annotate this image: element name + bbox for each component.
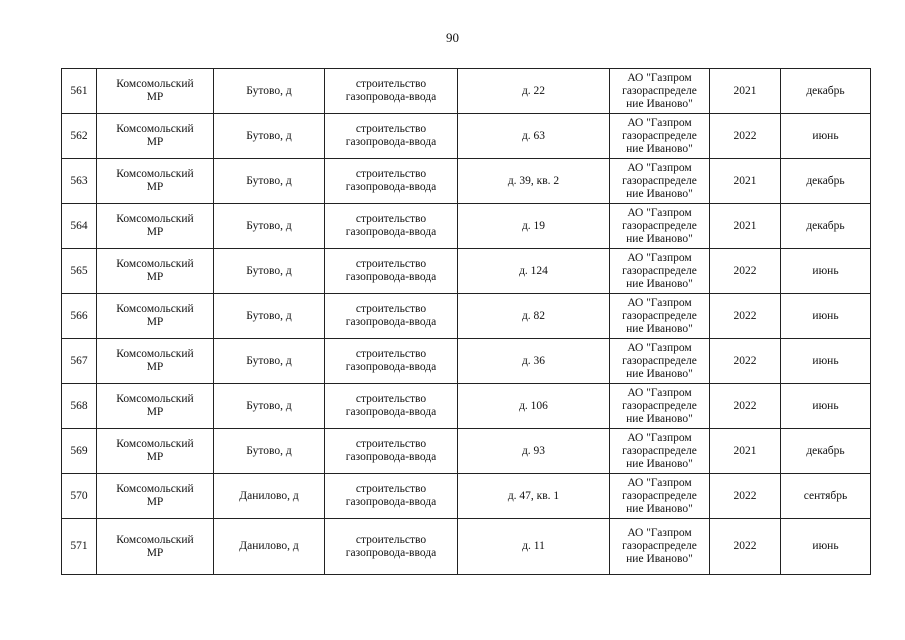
year-cell: 2021 (710, 429, 781, 474)
work-type-cell: строительство газопровода-ввода (325, 204, 458, 249)
address-cell: д. 124 (458, 249, 610, 294)
address-cell: д. 19 (458, 204, 610, 249)
row-number: 563 (62, 159, 97, 204)
table-row (62, 204, 871, 249)
table-row (62, 339, 871, 384)
month-cell: июнь (781, 294, 871, 339)
year-cell: 2021 (710, 204, 781, 249)
row-number: 567 (62, 339, 97, 384)
year-cell: 2021 (710, 69, 781, 114)
year-cell: 2022 (710, 384, 781, 429)
address-cell: д. 22 (458, 69, 610, 114)
table-row (62, 249, 871, 294)
locality-cell: Данилово, д (214, 474, 325, 519)
row-number: 564 (62, 204, 97, 249)
address-cell: д. 36 (458, 339, 610, 384)
month-cell: декабрь (781, 159, 871, 204)
month-cell: декабрь (781, 69, 871, 114)
work-type-cell: строительство газопровода-ввода (325, 429, 458, 474)
year-cell: 2021 (710, 159, 781, 204)
address-cell: д. 82 (458, 294, 610, 339)
supplier-cell: АО "Газпром газораспределе ние Иваново" (610, 69, 710, 114)
district-cell: Комсомольский МР (97, 159, 214, 204)
month-cell: декабрь (781, 429, 871, 474)
locality-cell: Данилово, д (214, 519, 325, 575)
month-cell: июнь (781, 114, 871, 159)
work-type-cell: строительство газопровода-ввода (325, 294, 458, 339)
supplier-cell: АО "Газпром газораспределе ние Иваново" (610, 519, 710, 575)
table-row (62, 159, 871, 204)
supplier-cell: АО "Газпром газораспределе ние Иваново" (610, 384, 710, 429)
locality-cell: Бутово, д (214, 159, 325, 204)
supplier-cell: АО "Газпром газораспределе ние Иваново" (610, 249, 710, 294)
month-cell: июнь (781, 249, 871, 294)
table-row (62, 114, 871, 159)
district-cell: Комсомольский МР (97, 114, 214, 159)
district-cell: Комсомольский МР (97, 429, 214, 474)
supplier-cell: АО "Газпром газораспределе ние Иваново" (610, 474, 710, 519)
locality-cell: Бутово, д (214, 114, 325, 159)
district-cell: Комсомольский МР (97, 294, 214, 339)
locality-cell: Бутово, д (214, 69, 325, 114)
district-cell: Комсомольский МР (97, 204, 214, 249)
year-cell: 2022 (710, 474, 781, 519)
month-cell: сентябрь (781, 474, 871, 519)
locality-cell: Бутово, д (214, 204, 325, 249)
page-number: 90 (446, 30, 459, 45)
table-row (62, 69, 871, 114)
supplier-cell: АО "Газпром газораспределе ние Иваново" (610, 204, 710, 249)
district-cell: Комсомольский МР (97, 519, 214, 575)
locality-cell: Бутово, д (214, 249, 325, 294)
locality-cell: Бутово, д (214, 339, 325, 384)
month-cell: июнь (781, 519, 871, 575)
work-type-cell: строительство газопровода-ввода (325, 519, 458, 575)
supplier-cell: АО "Газпром газораспределе ние Иваново" (610, 294, 710, 339)
work-type-cell: строительство газопровода-ввода (325, 384, 458, 429)
address-cell: д. 63 (458, 114, 610, 159)
work-type-cell: строительство газопровода-ввода (325, 69, 458, 114)
district-cell: Комсомольский МР (97, 384, 214, 429)
district-cell: Комсомольский МР (97, 249, 214, 294)
month-cell: декабрь (781, 204, 871, 249)
year-cell: 2022 (710, 114, 781, 159)
district-cell: Комсомольский МР (97, 69, 214, 114)
table-row (62, 384, 871, 429)
row-number: 562 (62, 114, 97, 159)
work-type-cell: строительство газопровода-ввода (325, 339, 458, 384)
table-row (62, 519, 871, 575)
row-number: 571 (62, 519, 97, 575)
year-cell: 2022 (710, 249, 781, 294)
work-type-cell: строительство газопровода-ввода (325, 474, 458, 519)
locality-cell: Бутово, д (214, 294, 325, 339)
supplier-cell: АО "Газпром газораспределе ние Иваново" (610, 159, 710, 204)
gasification-table (61, 68, 871, 575)
address-cell: д. 47, кв. 1 (458, 474, 610, 519)
address-cell: д. 11 (458, 519, 610, 575)
table-row (62, 474, 871, 519)
year-cell: 2022 (710, 519, 781, 575)
row-number: 565 (62, 249, 97, 294)
district-cell: Комсомольский МР (97, 474, 214, 519)
work-type-cell: строительство газопровода-ввода (325, 159, 458, 204)
year-cell: 2022 (710, 339, 781, 384)
supplier-cell: АО "Газпром газораспределе ние Иваново" (610, 429, 710, 474)
district-cell: Комсомольский МР (97, 339, 214, 384)
row-number: 570 (62, 474, 97, 519)
table-row (62, 429, 871, 474)
month-cell: июнь (781, 339, 871, 384)
address-cell: д. 106 (458, 384, 610, 429)
work-type-cell: строительство газопровода-ввода (325, 114, 458, 159)
row-number: 566 (62, 294, 97, 339)
row-number: 561 (62, 69, 97, 114)
supplier-cell: АО "Газпром газораспределе ние Иваново" (610, 339, 710, 384)
month-cell: июнь (781, 384, 871, 429)
address-cell: д. 39, кв. 2 (458, 159, 610, 204)
table-row (62, 294, 871, 339)
row-number: 568 (62, 384, 97, 429)
row-number: 569 (62, 429, 97, 474)
locality-cell: Бутово, д (214, 429, 325, 474)
year-cell: 2022 (710, 294, 781, 339)
locality-cell: Бутово, д (214, 384, 325, 429)
address-cell: д. 93 (458, 429, 610, 474)
work-type-cell: строительство газопровода-ввода (325, 249, 458, 294)
supplier-cell: АО "Газпром газораспределе ние Иваново" (610, 114, 710, 159)
